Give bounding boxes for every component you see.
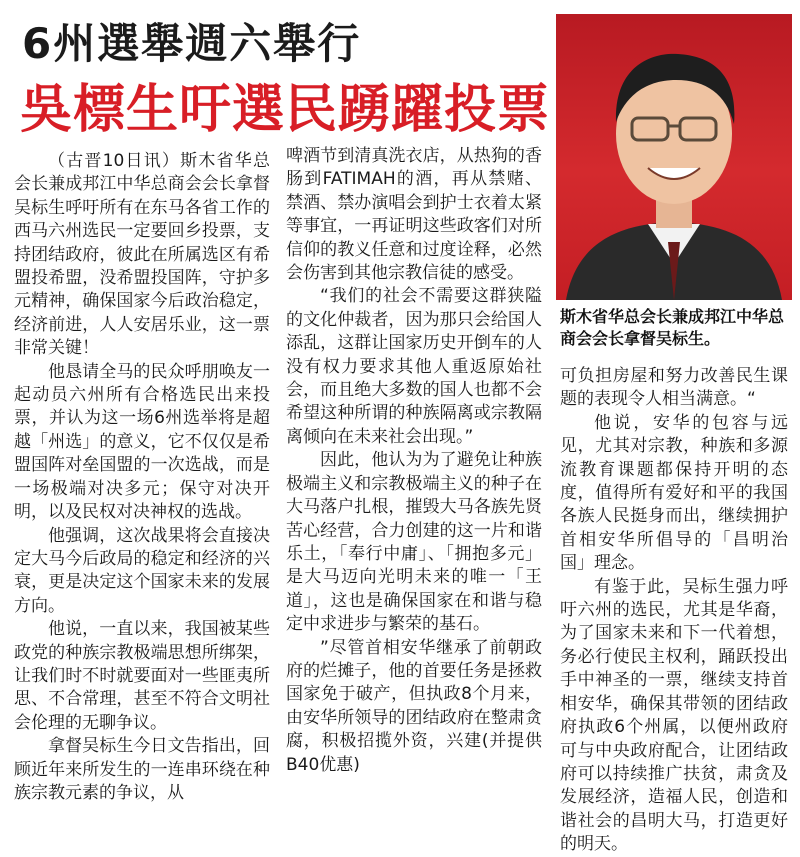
article-headline: 吳標生吁選民踴躍投票	[20, 80, 551, 140]
portrait-illustration	[556, 14, 792, 300]
paragraph: 可负担房屋和努力改善民生课题的表现令人相当满意。“	[560, 366, 788, 410]
article-kicker: 6州選舉週六舉行	[22, 19, 362, 68]
paragraph: 他强调，这次战果将会直接决定大马今后政局的稳定和经济的兴衰，更是决定这个国家未来的发展方向。	[14, 525, 270, 616]
paragraph: 他说，安华的包容与远见，尤其对宗教，种族和多源流教育课题都保持开明的态度，值得所有爱好和平的我国各族人民挺身而出，继续拥护首相安华所倡导的「昌明治国」理念。	[560, 412, 788, 574]
paragraph: 因此，他认为为了避免让种族极端主义和宗教极端主义的种子在大马落户扎根，摧毁大马各族先贤苦心经营，合力创建的这一片和谐乐土，「奉行中庸」、「拥抱多元」是大马迈向光明未来的唯一「王道」，这也是确保国家在和谐与稳定中求进步与繁荣的基石。	[286, 450, 542, 635]
paragraph: 有鉴于此，吴标生强力呼吁六州的选民，尤其是华裔，为了国家未来和下一代着想，务必行使民主权利，踊跃投出手中神圣的一票，继续支持首相安华，确保其带领的团结政府执政6个州属，以便州政府可与中央政府配合，让团结政府可以持续推广扶贫，肃贪及发展经济，造福人民，创造和谐社会的昌明大马，打造更好的明天。	[560, 576, 788, 855]
paragraph: ”尽管首相安华继承了前朝政府的烂摊子，他的首要任务是拯救国家免于破产，但执政8个月来，由安华所领导的团结政府在整肃贪腐，积极招揽外资，兴建(并提供B40优惠)	[286, 637, 542, 775]
paragraph: （古晋10日讯）斯木省华总会长兼成邦江中华总商会会长拿督吴标生呼吁所有在东马各省工作的西马六州选民一定要回乡投票，支持团结政府，彼此在所属选区有希盟投希盟，没希盟投国阵，守护多元精神，确保国家今后政治稳定，经济前进，人人安居乐业，这一票非常关键！	[14, 151, 270, 359]
page-top-strip	[0, 0, 800, 8]
article-column-2	[286, 145, 542, 800]
paragraph: 他说，一直以来，我国被某些政党的种族宗教极端思想所绑架，让我们时不时就要面对一些匪夷所思、不合常理，甚至不符合文明社会伦理的无聊争议。	[14, 619, 270, 733]
article-column-3	[560, 365, 788, 855]
paragraph: “我们的社会不需要这群狭隘的文化仲裁者，因为那只会给国人添乱，这群让国家历史开倒车的人没有权力要求其他人重返原始社会，而且绝大多数的国人也都不会希望这种所谓的种族隔离或宗教隔离倾向在未来社会出现。”	[286, 286, 542, 447]
paragraph: 他恳请全马的民众呼朋唤友一起动员六州所有合格选民出来投票，并认为这一场6州选举将是超越「州选」的意义，它不仅仅是希盟国阵对垒国盟的一次选战，而是一场极端对决多元；保守对决开明，以及民权对决神权的选战。	[14, 361, 270, 523]
paragraph: 啤酒节到清真洗衣店，从热狗的香肠到FATIMAH的酒，再从禁赌、禁酒、禁办演唱会到护士衣着太紧等事宜，一再证明这些政客们对所信仰的教义任意和过度诠释，必然会伤害到其他宗教信徒的感受。	[286, 146, 542, 284]
article-column-1	[14, 150, 270, 803]
paragraph: 拿督吴标生今日文告指出，回顾近年来所发生的一连串环绕在种族宗教元素的争议，从	[14, 736, 270, 803]
portrait-photo	[556, 14, 792, 300]
photo-caption: 斯木省华总会长兼成邦江中华总商会会长拿督吴标生。	[560, 307, 785, 348]
